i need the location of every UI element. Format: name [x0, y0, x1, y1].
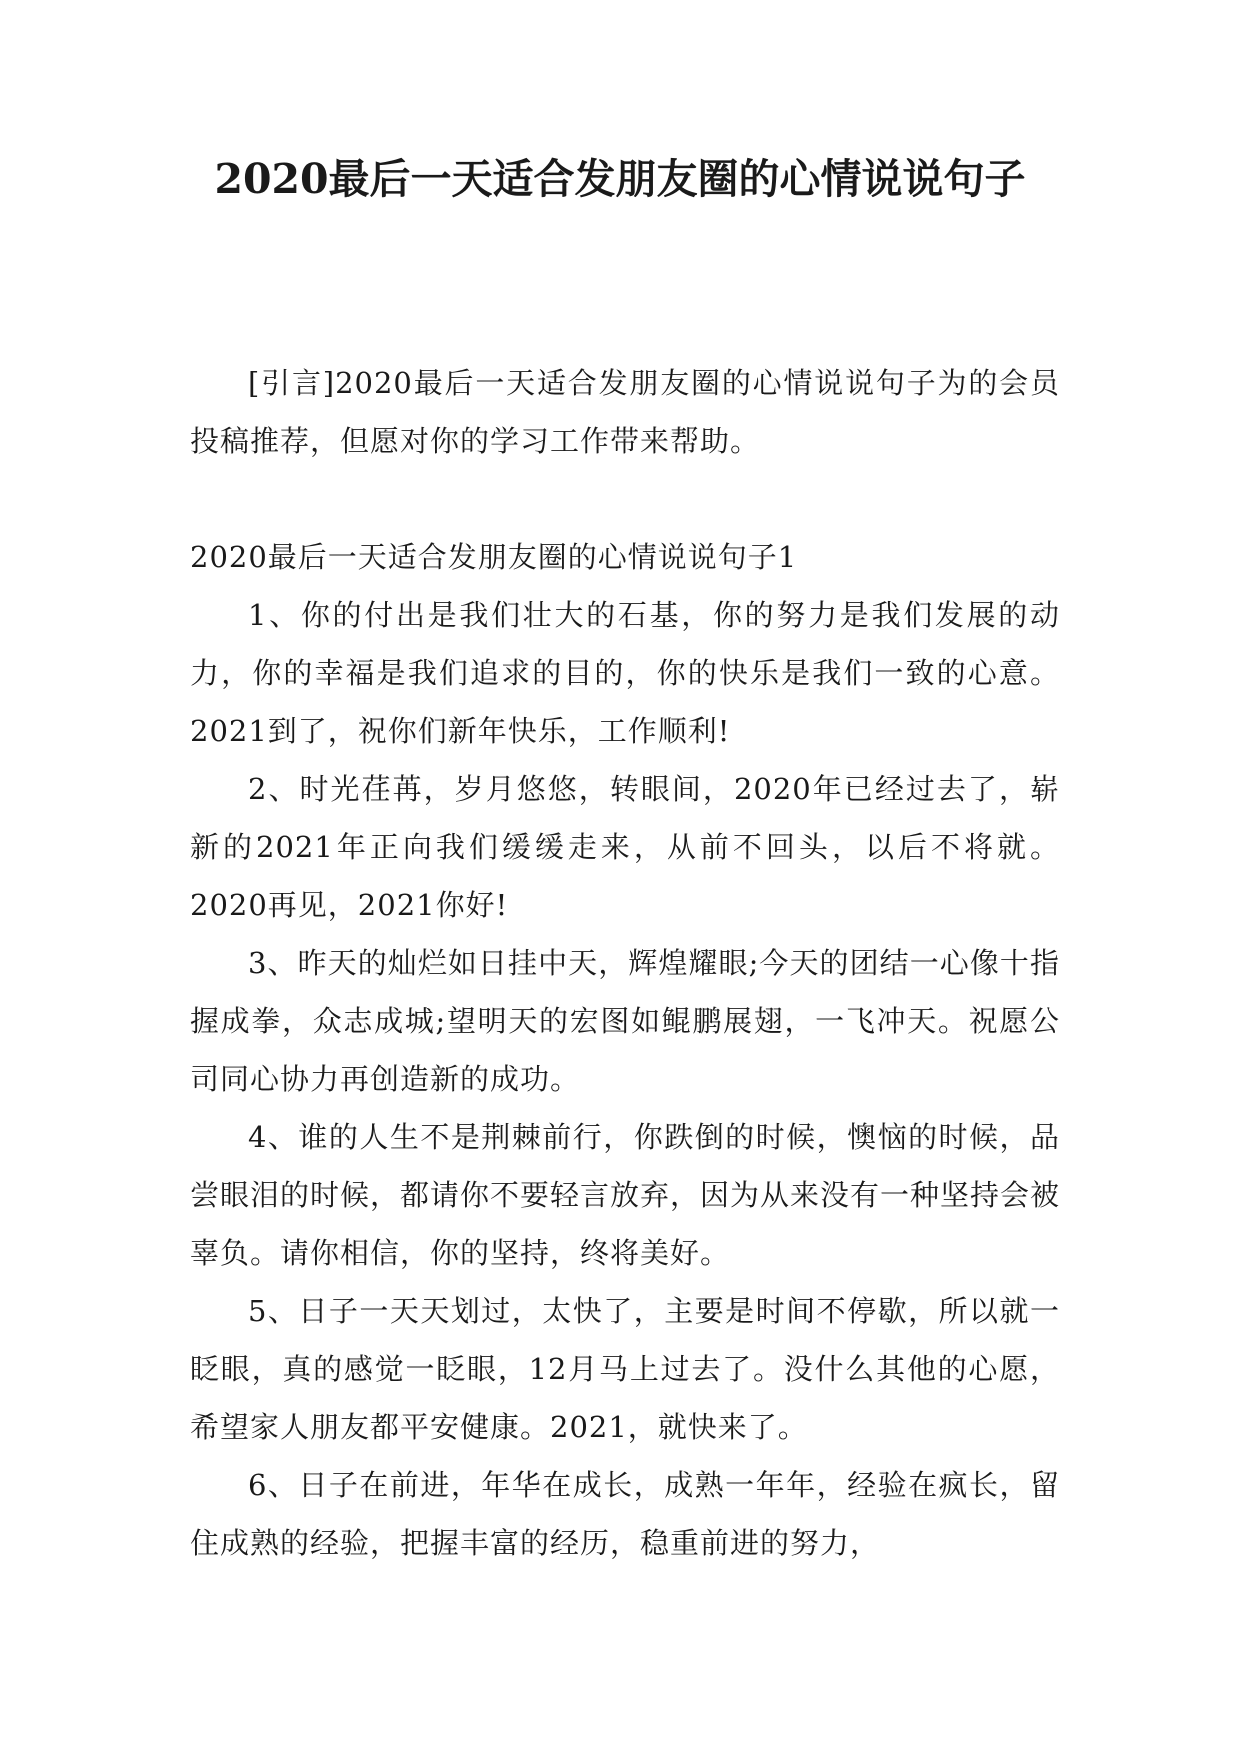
paragraph-6: 6、日子在前进，年华在成长，成熟一年年，经验在疯长，留住成熟的经验，把握丰富的经历，稳重前进的努力， — [190, 1468, 1060, 1560]
paragraph-2: 2、时光荏苒，岁月悠悠，转眼间，2020年已经过去了，崭新的2021年正向我们缓缓走来，从前不回头，以后不将就。2020再见，2021你好! — [190, 772, 1060, 922]
paragraph-1: 1、你的付出是我们壮大的石基，你的努力是我们发展的动力，你的幸福是我们追求的目的，你的快乐是我们一致的心意。2021到了，祝你们新年快乐，工作顺利! — [190, 598, 1060, 748]
paragraph-4: 4、谁的人生不是荆棘前行，你跌倒的时候，懊恼的时候，品尝眼泪的时候，都请你不要轻言放弃，因为从来没有一种坚持会被辜负。请你相信，你的坚持，终将美好。 — [190, 1120, 1061, 1270]
document-title: 2020最后一天适合发朋友圈的心情说说句子 — [214, 155, 1026, 203]
paragraph-3: 3、昨天的灿烂如日挂中天，辉煌耀眼;今天的团结一心像十指握成拳，众志成城;望明天的宏图如鲲鹏展翅，一飞冲天。祝愿公司同心协力再创造新的成功。 — [190, 946, 1060, 1096]
document-body — [190, 354, 1060, 1572]
intro-paragraph: [引言]2020最后一天适合发朋友圈的心情说说句子为的会员投稿推荐，但愿对你的学习工作带来帮助。 — [190, 366, 1060, 458]
paragraph-5: 5、日子一天天划过，太快了，主要是时间不停歇，所以就一眨眼，真的感觉一眨眼，12月马上过去了。没什么其他的心愿，希望家人朋友都平安健康。2021，就快来了。 — [190, 1294, 1060, 1444]
section-heading: 2020最后一天适合发朋友圈的心情说说句子1 — [190, 540, 798, 574]
